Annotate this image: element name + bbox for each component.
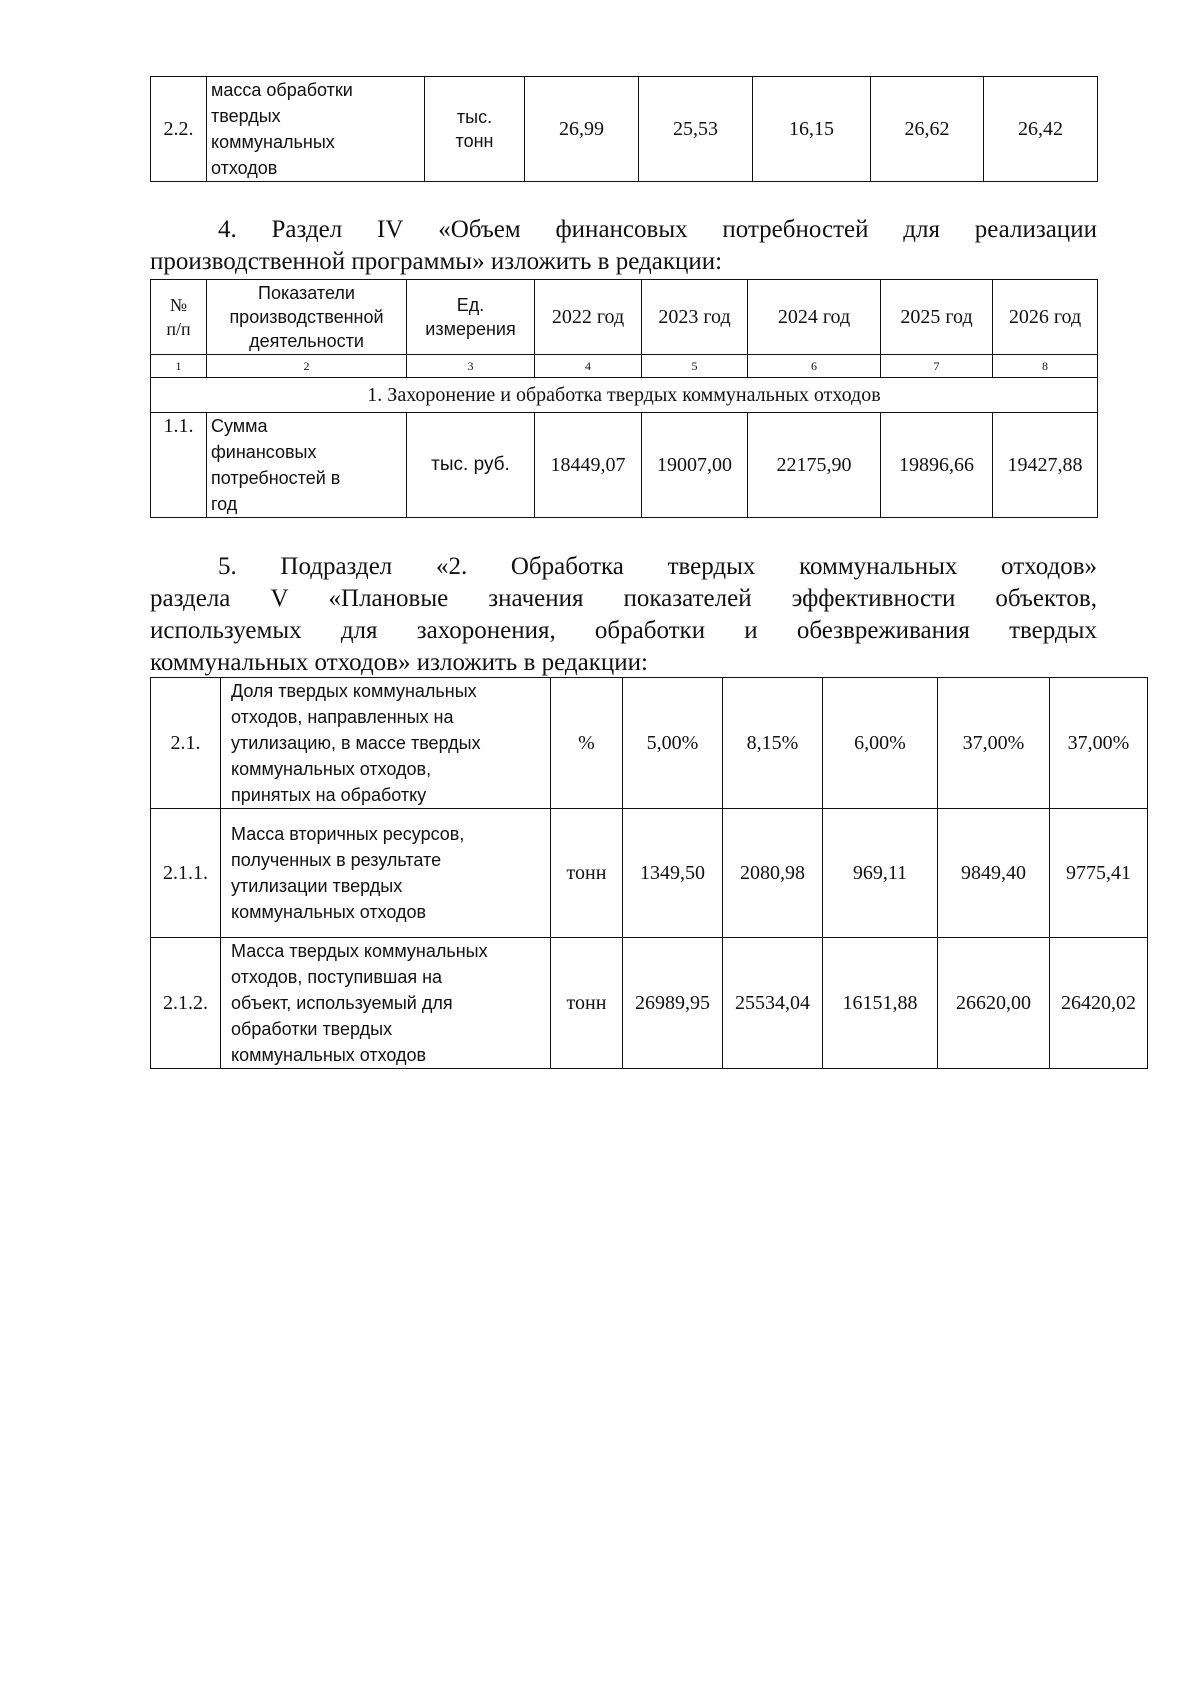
paragraph-line: коммунальных отходов» изложить в редакции: bbox=[150, 649, 648, 676]
column-number: 4 bbox=[535, 355, 642, 378]
value-cell: 19896,66 bbox=[881, 413, 993, 518]
row-unit: тонн bbox=[551, 809, 623, 938]
section-title: 1. Захоронение и обработка твердых коммунальных отходов bbox=[151, 378, 1098, 413]
word: V bbox=[270, 585, 289, 612]
label-line: утилизации твердых bbox=[231, 876, 403, 896]
row-number: 2.1.2. bbox=[151, 938, 221, 1069]
header-row bbox=[151, 280, 1098, 355]
header-indicator bbox=[207, 280, 407, 355]
word: Обработка bbox=[510, 553, 624, 580]
label-line: утилизацию, в массе твердых bbox=[231, 733, 481, 753]
row-number: 1.1. bbox=[151, 413, 207, 518]
value-cell: 25,53 bbox=[639, 77, 753, 182]
paragraph-line bbox=[150, 615, 1097, 647]
value-cell: 22175,90 bbox=[748, 413, 881, 518]
paragraph-5 bbox=[150, 551, 1097, 679]
value-cell: 6,00% bbox=[823, 678, 938, 809]
value-cell: 26,62 bbox=[871, 77, 984, 182]
table-row bbox=[151, 678, 1148, 809]
value-cell: 5,00% bbox=[623, 678, 723, 809]
row-unit: % bbox=[551, 678, 623, 809]
value-cell: 37,00% bbox=[1050, 678, 1148, 809]
label-line: твердых bbox=[211, 106, 281, 126]
value-cell: 1349,50 bbox=[623, 809, 723, 938]
column-number: 7 bbox=[881, 355, 993, 378]
value-cell: 18449,07 bbox=[535, 413, 642, 518]
efficiency-indicators-table bbox=[150, 677, 1148, 1069]
header-line: деятельности bbox=[249, 331, 364, 351]
column-number: 6 bbox=[748, 355, 881, 378]
header-line: Ед. bbox=[456, 295, 485, 315]
label-line: год bbox=[211, 494, 238, 514]
word: 4. bbox=[218, 216, 237, 243]
paragraph-line bbox=[150, 583, 1097, 615]
label-line: потребностей в bbox=[211, 468, 341, 488]
word: коммунальных bbox=[799, 553, 958, 580]
word: твердых bbox=[667, 553, 756, 580]
word: для bbox=[340, 617, 378, 644]
word: обработки bbox=[594, 617, 706, 644]
unit-line: тонн bbox=[455, 131, 494, 151]
label-line: Масса вторичных ресурсов, bbox=[231, 824, 465, 844]
label-line: отходов, поступившая на bbox=[231, 967, 443, 987]
label-line: масса обработки bbox=[211, 80, 353, 100]
header-line: Показатели bbox=[258, 283, 355, 303]
word: реализации bbox=[974, 216, 1097, 243]
row-label bbox=[221, 809, 551, 938]
value-cell: 16,15 bbox=[753, 77, 871, 182]
label-line: обработки твердых bbox=[231, 1019, 393, 1039]
paragraph-line: производственной программы» изложить в редакции: bbox=[150, 248, 723, 275]
value-cell: 2080,98 bbox=[723, 809, 823, 938]
value-cell: 8,15% bbox=[723, 678, 823, 809]
word: для bbox=[903, 216, 940, 243]
row-unit: тыс. руб. bbox=[407, 413, 535, 518]
row-number: 2.1. bbox=[151, 678, 221, 809]
financial-needs-table bbox=[150, 279, 1098, 518]
column-number: 3 bbox=[407, 355, 535, 378]
header-year: 2026 год bbox=[993, 280, 1098, 355]
section-row bbox=[151, 378, 1098, 413]
word: обезвреживания bbox=[796, 617, 970, 644]
word: захоронения, bbox=[416, 617, 556, 644]
label-line: финансовых bbox=[211, 442, 317, 462]
header-line: производственной bbox=[229, 307, 384, 327]
value-cell: 9849,40 bbox=[938, 809, 1050, 938]
table-row bbox=[151, 77, 1098, 182]
row-number: 2.1.1. bbox=[151, 809, 221, 938]
column-number: 2 bbox=[207, 355, 407, 378]
row-label bbox=[221, 678, 551, 809]
word: «2. bbox=[435, 553, 468, 580]
header-year: 2022 год bbox=[535, 280, 642, 355]
table-row bbox=[151, 413, 1098, 518]
word: значения bbox=[488, 585, 584, 612]
row-label bbox=[221, 938, 551, 1069]
word: отходов» bbox=[1001, 553, 1097, 580]
value-cell: 9775,41 bbox=[1050, 809, 1148, 938]
header-line: п/п bbox=[166, 319, 191, 339]
header-year: 2025 год bbox=[881, 280, 993, 355]
paragraph-line bbox=[150, 214, 1097, 246]
word: IV bbox=[377, 216, 404, 243]
value-cell: 16151,88 bbox=[823, 938, 938, 1069]
label-line: принятых на обработку bbox=[231, 785, 427, 805]
value-cell: 26,42 bbox=[984, 77, 1098, 182]
header-year: 2023 год bbox=[642, 280, 748, 355]
column-number-row bbox=[151, 355, 1098, 378]
waste-processing-table bbox=[150, 76, 1098, 182]
word: «Объем bbox=[438, 216, 521, 243]
label-line: Доля твердых коммунальных bbox=[231, 681, 477, 701]
row-label bbox=[207, 77, 425, 182]
column-number: 8 bbox=[993, 355, 1098, 378]
label-line: объект, используемый для bbox=[231, 993, 453, 1013]
value-cell: 26,99 bbox=[525, 77, 639, 182]
unit-line: тыс. bbox=[456, 107, 493, 127]
word: потребностей bbox=[722, 216, 869, 243]
word: используемых bbox=[150, 617, 302, 644]
row-unit bbox=[425, 77, 525, 182]
word: раздела bbox=[150, 585, 231, 612]
label-line: Масса твердых коммунальных bbox=[231, 941, 488, 961]
label-line: коммунальных bbox=[211, 132, 335, 152]
word: и bbox=[744, 617, 758, 644]
header-unit bbox=[407, 280, 535, 355]
word: эффективности bbox=[791, 585, 956, 612]
row-unit: тонн bbox=[551, 938, 623, 1069]
column-number: 5 bbox=[642, 355, 748, 378]
paragraph-4 bbox=[150, 214, 1097, 278]
value-cell: 969,11 bbox=[823, 809, 938, 938]
label-line: коммунальных отходов, bbox=[231, 759, 432, 779]
row-number: 2.2. bbox=[151, 77, 207, 182]
word: финансовых bbox=[555, 216, 688, 243]
label-line: коммунальных отходов bbox=[231, 1045, 427, 1065]
word: 5. bbox=[218, 553, 237, 580]
label-line: отходов, направленных на bbox=[231, 707, 454, 727]
label-line: Сумма bbox=[211, 416, 268, 436]
row-label bbox=[207, 413, 407, 518]
label-line: отходов bbox=[211, 158, 278, 178]
word: показателей bbox=[623, 585, 752, 612]
paragraph-line bbox=[150, 551, 1097, 583]
label-line: полученных в результате bbox=[231, 850, 442, 870]
header-num bbox=[151, 280, 207, 355]
value-cell: 26989,95 bbox=[623, 938, 723, 1069]
value-cell: 19427,88 bbox=[993, 413, 1098, 518]
word: Раздел bbox=[271, 216, 343, 243]
header-line: измерения bbox=[425, 319, 516, 339]
value-cell: 19007,00 bbox=[642, 413, 748, 518]
word: Подраздел bbox=[280, 553, 393, 580]
table-row bbox=[151, 809, 1148, 938]
value-cell: 37,00% bbox=[938, 678, 1050, 809]
header-line: № bbox=[169, 295, 188, 315]
table-row bbox=[151, 938, 1148, 1069]
value-cell: 26620,00 bbox=[938, 938, 1050, 1069]
label-line: коммунальных отходов bbox=[231, 902, 427, 922]
word: «Плановые bbox=[328, 585, 449, 612]
value-cell: 26420,02 bbox=[1050, 938, 1148, 1069]
value-cell: 25534,04 bbox=[723, 938, 823, 1069]
column-number: 1 bbox=[151, 355, 207, 378]
header-year: 2024 год bbox=[748, 280, 881, 355]
word: объектов, bbox=[995, 585, 1097, 612]
word: твердых bbox=[1009, 617, 1097, 644]
